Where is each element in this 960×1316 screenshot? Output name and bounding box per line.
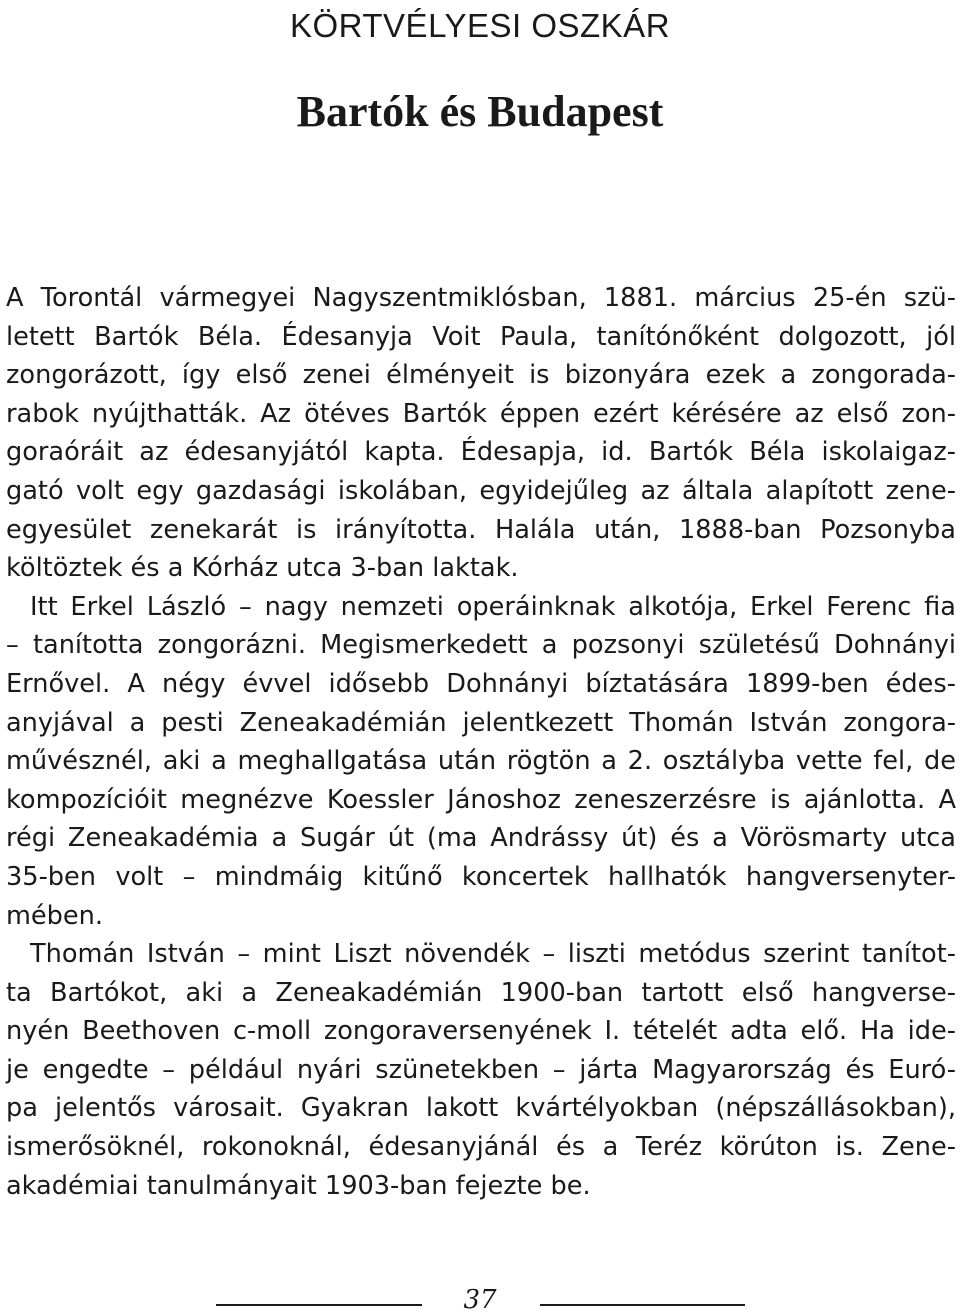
page-number: 37 xyxy=(463,1285,497,1315)
text-line: Thomán István – mint Liszt növendék – liszti metódus szerint tanítot- xyxy=(30,939,956,970)
footer-rule-left xyxy=(216,1304,422,1306)
text-line: – tanította zongorázni. Megismerkedett a pozsonyi születésű Dohnányi xyxy=(6,630,956,661)
footer-rule-right xyxy=(540,1304,745,1306)
paragraph xyxy=(6,935,956,1205)
text-line: je engedte – például nyári szünetekben – járta Magyarország és Euró- xyxy=(6,1054,956,1085)
text-line: 35-ben volt – mindmáig kitűnő koncertek hallhatók hangversenyter- xyxy=(6,861,956,892)
text-line: régi Zeneakadémia a Sugár út (ma Andrássy út) és a Vörösmarty utca xyxy=(6,823,956,854)
text-line: gató volt egy gazdasági iskolában, egyidejűleg az általa alapított zene- xyxy=(6,475,956,506)
article-title: Bartók és Budapest xyxy=(296,87,664,136)
paragraph xyxy=(6,588,956,935)
text-line: Ernővel. A négy évvel idősebb Dohnányi bíztatására 1899-ben édes- xyxy=(6,668,956,699)
text-line: zongorázott, így első zenei élményeit is bizonyára ezek a zongorada- xyxy=(6,360,956,391)
page-footer xyxy=(0,1284,960,1316)
text-line: ismerősöknél, rokonoknál, édesanyjánál és a Teréz körúton is. Zene- xyxy=(6,1132,956,1163)
article-body xyxy=(6,279,956,1205)
text-line: kompozícióit megnézve Koessler Jánoshoz zeneszerzésre is ajánlotta. A xyxy=(6,784,956,815)
text-line: nyén Beethoven c-moll zongoraversenyének I. tételét adta elő. Ha ide- xyxy=(6,1016,956,1047)
text-line: A Torontál vármegyei Nagyszentmiklósban, 1881. március 25-én szü- xyxy=(6,283,956,313)
text-line: anyjával a pesti Zeneakadémián jelentkezett Thomán István zongora- xyxy=(6,707,956,738)
text-line: goraóráit az édesanyjától kapta. Édesapja, id. Bartók Béla iskolaigaz- xyxy=(6,437,956,468)
text-line: akadémiai tanulmányait 1903-ban fejezte be. xyxy=(6,1170,591,1201)
text-line: költöztek és a Kórház utca 3-ban laktak. xyxy=(6,553,519,584)
text-line: művésznél, aki a meghallgatása után rögtön a 2. osztályba vette fel, de xyxy=(6,746,956,777)
text-line: letett Bartók Béla. Édesanyja Voit Paula, tanítónőként dolgozott, jól xyxy=(6,321,956,352)
text-line: Itt Erkel László – nagy nemzeti operáinknak alkotója, Erkel Ferenc fia xyxy=(30,591,956,622)
text-line: rabok nyújthatták. Az ötéves Bartók éppen ezért kérésére az első zon- xyxy=(6,398,956,429)
paragraph xyxy=(6,279,956,588)
text-line: mében. xyxy=(6,900,104,931)
text-line: ta Bartókot, aki a Zeneakadémián 1900-ban tartott első hangverse- xyxy=(6,977,956,1008)
author-name: KÖRTVÉLYESI OSZKÁR xyxy=(289,7,671,44)
text-line: egyesület zenekarát is irányította. Halála után, 1888-ban Pozsonyba xyxy=(6,514,956,545)
text-line: pa jelentős városait. Gyakran lakott kvártélyokban (népszállásokban), xyxy=(6,1093,956,1124)
